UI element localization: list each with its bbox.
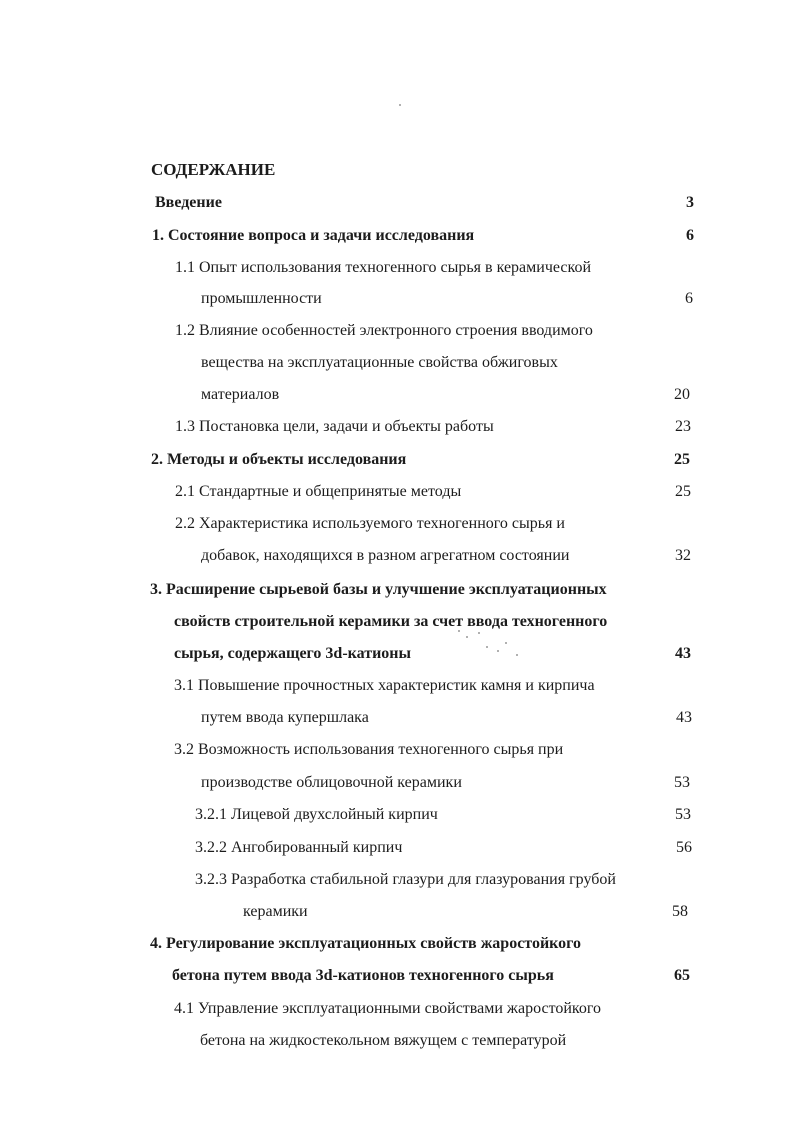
toc-entry-9: 2.1 Стандартные и общепринятые методы — [175, 483, 462, 500]
toc-entry-7: 1.3 Постановка цели, задачи и объекты работы — [175, 418, 494, 435]
toc-page-8: 25 — [674, 451, 690, 468]
toc-entry-6: материалов — [201, 386, 280, 403]
toc-entry-18: производстве облицовочной керамики — [201, 774, 462, 791]
toc-entry-8: 2. Методы и объекты исследования — [151, 451, 407, 468]
toc-entry-1: 1. Состояние вопроса и задачи исследования — [152, 227, 475, 244]
toc-page-18: 53 — [674, 774, 690, 791]
toc-page-24: 65 — [674, 967, 690, 984]
toc-entry-15: 3.1 Повышение прочностных характеристик камня и кирпича — [174, 677, 595, 694]
toc-entry-17: 3.2 Возможность использования техногенного сырья при — [174, 741, 564, 758]
scan-noise — [466, 636, 468, 638]
scan-noise — [505, 642, 507, 644]
toc-entry-11: добавок, находящихся в разном агрегатном состоянии — [201, 547, 570, 564]
toc-entry-12: 3. Расширение сырьевой базы и улучшение эксплуатационных — [150, 581, 607, 598]
toc-page-6: 20 — [674, 386, 690, 403]
toc-entry-26: бетона на жидкостекольном вяжущем с температурой — [200, 1032, 567, 1049]
toc-page-19: 53 — [675, 806, 691, 823]
toc-page-9: 25 — [675, 483, 691, 500]
toc-page-3: 6 — [685, 290, 693, 307]
scan-noise — [399, 104, 401, 106]
toc-entry-0: Введение — [155, 194, 222, 211]
scan-noise — [497, 650, 499, 652]
toc-entry-4: 1.2 Влияние особенностей электронного строения вводимого — [175, 322, 593, 339]
toc-page-7: 23 — [675, 418, 691, 435]
toc-entry-24: бетона путем ввода 3d-катионов техногенного сырья — [172, 967, 554, 984]
toc-page-11: 32 — [675, 547, 691, 564]
toc-entry-20: 3.2.2 Ангобированный кирпич — [195, 839, 403, 856]
scan-noise — [486, 646, 488, 648]
toc-page-1: 6 — [686, 227, 694, 244]
toc-entry-22: керамики — [243, 903, 308, 920]
scan-noise — [458, 630, 460, 632]
toc-entry-2: 1.1 Опыт использования техногенного сырья в керамической — [175, 259, 591, 276]
toc-entry-5: вещества на эксплуатационные свойства обжиговых — [201, 354, 558, 371]
toc-page-14: 43 — [675, 645, 691, 662]
toc-entry-21: 3.2.3 Разработка стабильной глазури для глазурования грубой — [195, 871, 616, 888]
toc-entry-14: сырья, содержащего 3d-катионы — [174, 645, 411, 662]
toc-entry-3: промышленности — [201, 290, 322, 307]
scan-noise — [516, 654, 518, 656]
toc-entry-19: 3.2.1 Лицевой двухслойный кирпич — [195, 806, 438, 823]
toc-page-20: 56 — [676, 839, 692, 856]
toc-entry-10: 2.2 Характеристика используемого техногенного сырья и — [175, 515, 565, 532]
toc-entry-25: 4.1 Управление эксплуатационными свойствами жаростойкого — [174, 1000, 602, 1017]
toc-page-0: 3 — [686, 194, 694, 211]
toc-entry-23: 4. Регулирование эксплуатационных свойств жаростойкого — [150, 935, 582, 952]
page-title: СОДЕРЖАНИЕ — [151, 160, 276, 179]
toc-entry-16: путем ввода купершлака — [201, 709, 369, 726]
toc-page-16: 43 — [676, 709, 692, 726]
scan-noise — [478, 632, 480, 634]
toc-entry-13: свойств строительной керамики за счет ввода техногенного — [174, 613, 608, 630]
toc-page-22: 58 — [672, 903, 688, 920]
